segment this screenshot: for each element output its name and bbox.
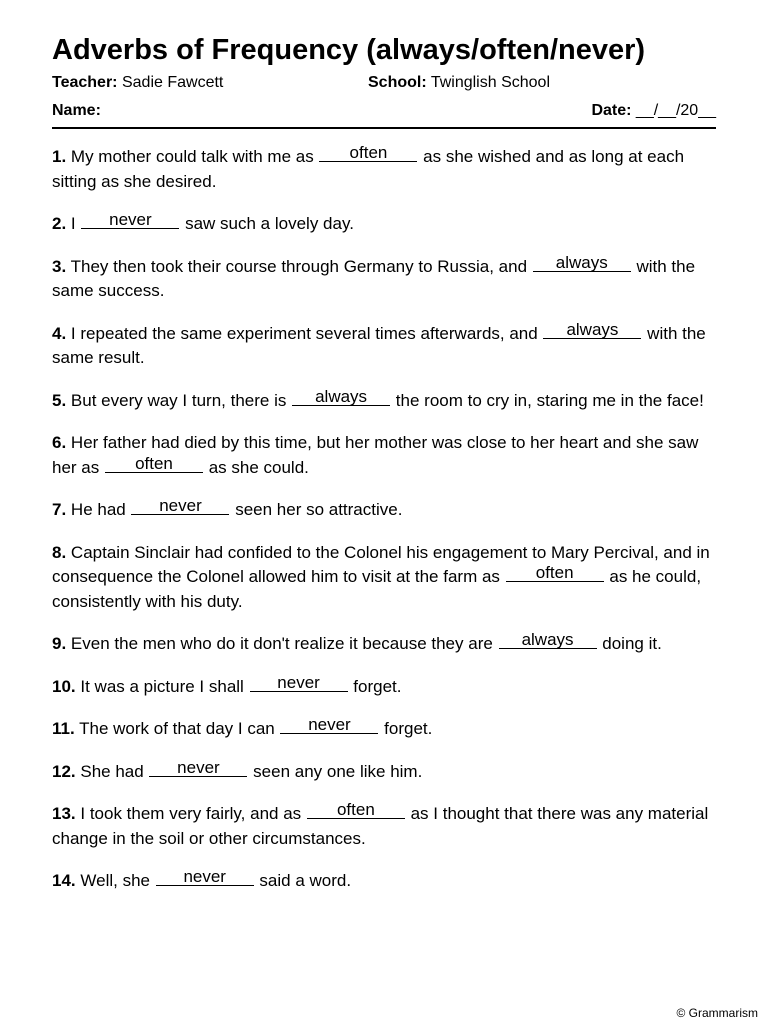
question-item <box>52 869 716 894</box>
question-item <box>52 541 716 615</box>
question-number: 11. <box>52 719 75 738</box>
question-number: 1. <box>52 147 67 166</box>
question-item <box>52 252 716 304</box>
question-text-after: forget. <box>348 676 402 696</box>
question-text-after: as she could. <box>203 457 309 477</box>
question-number: 12. <box>52 761 76 781</box>
question-text-after: saw such a lovely day. <box>180 214 354 233</box>
school-label: School: <box>368 74 427 91</box>
question-number: 7. <box>52 500 67 519</box>
question-item <box>52 802 716 851</box>
question-item <box>52 145 716 194</box>
answer-blank: always <box>533 254 631 272</box>
question-text-before: He had <box>70 500 131 519</box>
question-text-after: seen any one like him. <box>248 761 423 781</box>
copyright-footer: © Grammarism <box>676 1006 758 1020</box>
question-number: 4. <box>52 323 67 343</box>
question-text-before: But every way I turn, there is <box>70 390 292 410</box>
question-text-after: as he could, consistently with his duty. <box>52 567 702 611</box>
question-text-after: said a word. <box>254 871 352 890</box>
question-number: 10. <box>52 676 76 696</box>
question-number: 13. <box>52 804 76 823</box>
answer-blank: often <box>506 564 604 582</box>
question-item <box>52 319 716 371</box>
question-number: 6. <box>52 433 67 452</box>
name-label: Name: <box>52 102 101 119</box>
question-text-after: as I thought that there was any material change in the soil or other circumstances. <box>52 804 709 848</box>
school-info <box>368 73 550 93</box>
question-text-before: I took them very fairly, and as <box>80 804 306 823</box>
question-number: 5. <box>52 390 67 410</box>
question-text-after: doing it. <box>597 634 662 653</box>
answer-blank: often <box>105 455 203 473</box>
teacher-school-row <box>52 73 716 93</box>
question-text-before: They then took their course through Germany to Russia, and <box>70 256 532 276</box>
question-text-before: Her father had died by this time, but her mother was close to her heart and she saw her as <box>52 433 699 477</box>
answer-blank: always <box>499 631 597 649</box>
answer-blank: never <box>149 759 247 777</box>
question-text-before: Well, she <box>80 871 155 890</box>
question-text-before: My mother could talk with me as <box>70 147 319 166</box>
date-value: __/__/20__ <box>635 102 716 119</box>
answer-blank: never <box>280 716 378 734</box>
question-text-after: forget. <box>379 719 433 738</box>
answer-blank: often <box>307 801 405 819</box>
question-number: 14. <box>52 871 76 890</box>
teacher-info <box>52 73 368 93</box>
question-text-after: the room to cry in, staring me in the face! <box>391 390 704 410</box>
answer-blank: often <box>319 144 417 162</box>
answer-blank: never <box>156 868 254 886</box>
answer-blank: never <box>250 674 348 692</box>
question-text-before: She had <box>80 761 149 781</box>
answer-blank: always <box>543 321 641 339</box>
question-text-before: Even the men who do it don't realize it because they are <box>70 634 498 653</box>
question-item <box>52 431 716 480</box>
question-text-before: I repeated the same experiment several times afterwards, and <box>70 323 543 343</box>
teacher-label: Teacher: <box>52 74 118 91</box>
question-text-after: with the same result. <box>52 323 706 367</box>
question-number: 8. <box>52 542 67 562</box>
question-text-before: The work of that day I can <box>79 719 280 738</box>
question-text-before: Captain Sinclair had confided to the Colonel his engagement to Mary Percival, and in consequence the Colonel allowed him to visit at the farm as <box>52 542 710 586</box>
question-number: 3. <box>52 256 67 276</box>
question-item <box>52 212 716 237</box>
answer-blank: never <box>131 497 229 515</box>
question-number: 2. <box>52 214 67 233</box>
date-info <box>591 101 716 121</box>
question-number: 9. <box>52 634 67 653</box>
question-item <box>52 386 716 414</box>
name-date-row <box>52 101 716 129</box>
question-text-after: with the same success. <box>52 256 696 300</box>
teacher-value: Sadie Fawcett <box>121 74 224 91</box>
question-list <box>52 145 716 894</box>
question-item <box>52 632 716 657</box>
worksheet <box>52 30 716 912</box>
question-item <box>52 717 716 742</box>
question-item <box>52 498 716 523</box>
page-title: Adverbs of Frequency (always/often/never) <box>52 34 646 66</box>
question-text-before: It was a picture I shall <box>80 676 249 696</box>
date-label: Date: <box>591 102 632 119</box>
question-text-after: as she wished and as long at each sitting as she desired. <box>52 147 685 191</box>
answer-blank: always <box>292 388 390 406</box>
answer-blank: never <box>81 211 179 229</box>
question-text-after: seen her so attractive. <box>230 500 403 519</box>
question-text-before: I <box>70 214 81 233</box>
question-item <box>52 672 716 700</box>
school-value: Twinglish School <box>430 74 550 91</box>
question-item <box>52 757 716 785</box>
